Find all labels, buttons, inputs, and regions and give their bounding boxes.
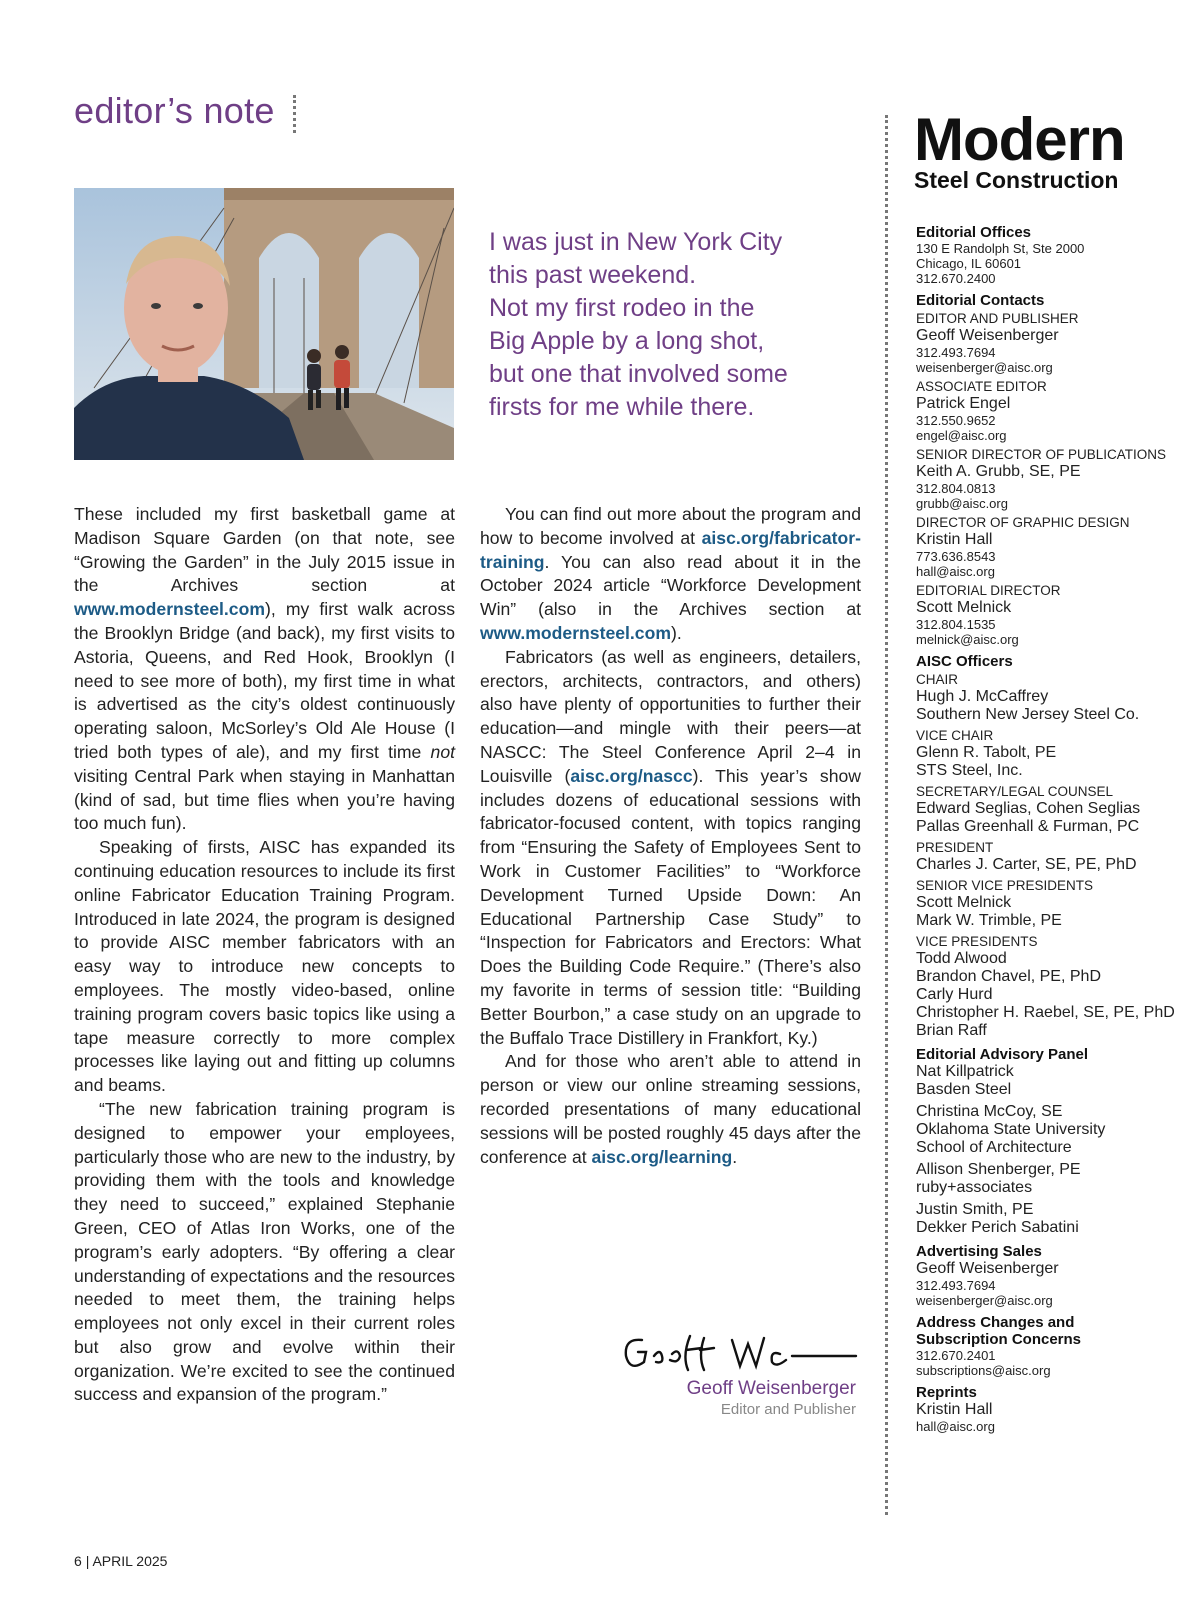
officer-name: Christopher H. Raebel, SE, PE, PhD: [916, 1004, 1175, 1021]
contact: [916, 379, 1196, 443]
contact-name: Keith A. Grubb, SE, PE: [916, 463, 1081, 480]
subscriptions: [916, 1314, 1196, 1378]
contact-role: EDITORIAL DIRECTOR: [916, 583, 1061, 598]
officer-name: Hugh J. McCaffrey: [916, 688, 1049, 705]
contact-email[interactable]: subscriptions@aisc.org: [916, 1363, 1051, 1378]
masthead-divider: [885, 115, 888, 1515]
contact-email[interactable]: hall@aisc.org: [916, 1419, 995, 1434]
contact-name: Geoff Weisenberger: [916, 1260, 1059, 1277]
contact-email[interactable]: weisenberger@aisc.org: [916, 360, 1053, 375]
editorial-contacts: [916, 292, 1196, 647]
editor-photo: [74, 188, 454, 460]
contact-name: Kristin Hall: [916, 1401, 993, 1418]
nascc-link[interactable]: aisc.org/nascc: [570, 765, 693, 786]
fabricator-training-link[interactable]: aisc.org/fabricator-training: [480, 527, 861, 572]
officer: [916, 934, 1196, 1040]
paragraph: [480, 503, 861, 646]
text: You can find out more about the program and how to become involved at: [480, 504, 861, 548]
pull-quote-line: Not my first rodeo in the: [489, 294, 755, 322]
section-heading: Editorial Offices: [916, 224, 1032, 241]
contact-phone: 773.636.8543: [916, 549, 996, 564]
section-heading: Address Changes and: [916, 1314, 1075, 1331]
contact: [916, 583, 1196, 647]
officer-name: Glenn R. Tabolt, PE: [916, 744, 1057, 761]
panel-member: [916, 1161, 1196, 1197]
body-column-2: [480, 503, 861, 1169]
panel-member-org: School of Architecture: [916, 1139, 1072, 1156]
officer-role: CHAIR: [916, 672, 959, 687]
officer: [916, 728, 1196, 780]
signature-name: Geoff Weisenberger: [686, 1378, 856, 1399]
panel-member: [916, 1063, 1196, 1099]
officer-name: Brandon Chavel, PE, PhD: [916, 968, 1101, 985]
pull-quote-line: Big Apple by a long shot,: [489, 327, 765, 355]
officer-role: SENIOR VICE PRESIDENTS: [916, 878, 1094, 893]
editorial-offices: [916, 224, 1196, 286]
section-heading: Advertising Sales: [916, 1243, 1042, 1260]
text: ).: [670, 622, 682, 643]
masthead: [916, 224, 1196, 1440]
officer-role: PRESIDENT: [916, 840, 994, 855]
contact-email[interactable]: engel@aisc.org: [916, 428, 1007, 443]
section-heading: AISC Officers: [916, 653, 1013, 670]
footer-separator: |: [85, 1553, 90, 1569]
reprints: [916, 1384, 1196, 1434]
paragraph: [480, 1050, 861, 1169]
magazine-logo: [914, 106, 1164, 193]
officer: [916, 840, 1196, 874]
contact-phone: 312.493.7694: [916, 1278, 996, 1293]
text: Fabricators (as well as engineers, detailers, erectors, architects, contractors, and others) also have plenty of opportunities to further their education—and mingle with their peers—at NASCC: The Steel Conference April 2–4 in Louisville (: [480, 646, 861, 786]
contact-phone: 312.550.9652: [916, 413, 996, 428]
contact-name: Kristin Hall: [916, 531, 993, 548]
officer-name: Carly Hurd: [916, 986, 993, 1003]
paragraph: “The new fabrication training program is designed to empower your employees, particularly those who are new to the industry, by providing them with the tools and knowledge they need to succeed,” explained Stephanie Green, CEO of Atlas Iron Works, one of the program’s early adopters. “By offering a clear understanding of expectations and the resources needed to meet them, the training helps employees not only excel in their current roles but also grow and evolve within their organization. We’re excited to see the continued success and expansion of the program.”: [74, 1098, 455, 1405]
contact-phone: 312.804.0813: [916, 481, 996, 496]
contact-phone: 312.670.2401: [916, 1348, 996, 1363]
pull-quote-line: firsts for me while there.: [489, 393, 755, 421]
officer-name: Todd Alwood: [916, 950, 1007, 967]
panel-member: [916, 1103, 1196, 1157]
contact: [916, 447, 1196, 511]
officer: [916, 878, 1196, 930]
emphasis: not: [430, 741, 455, 762]
aisc-officers: [916, 653, 1196, 1040]
section-heading: Reprints: [916, 1384, 977, 1401]
contact-phone: 312.804.1535: [916, 617, 996, 632]
officer-name: Edward Seglias, Cohen Seglias: [916, 800, 1141, 817]
paragraph: [74, 503, 455, 836]
contact-name: Scott Melnick: [916, 599, 1012, 616]
panel-member-org: Basden Steel: [916, 1081, 1012, 1098]
pull-quote: [489, 226, 819, 424]
paragraph: Speaking of firsts, AISC has expanded its continuing education resources to include its first online Fabricator Education Training Program. Introduced in late 2024, the program is designed to provide AISC member fabricators with an easy way to introduce new concepts to employees. The mostly video-based, online training program covers basic topics like using a tape measure correctly to more complex processes like laying out and fitting up columns and beams.: [74, 837, 455, 1096]
contact-email[interactable]: weisenberger@aisc.org: [916, 1293, 1053, 1308]
address-line: 130 E Randolph St, Ste 2000: [916, 241, 1085, 256]
contact-name: Patrick Engel: [916, 395, 1011, 412]
contact-email[interactable]: melnick@aisc.org: [916, 632, 1019, 647]
section-heading: Subscription Concerns: [916, 1331, 1082, 1348]
page-footer: [74, 1553, 167, 1569]
officer-name: Brian Raff: [916, 1022, 987, 1039]
officer-role: VICE PRESIDENTS: [916, 934, 1038, 949]
officer: [916, 672, 1196, 724]
text: These included my first basketball game at Madison Square Garden (on that note, see “Growing the Garden” in the July 2015 issue in the Archives section at: [74, 504, 455, 596]
panel-member-name: Nat Killpatrick: [916, 1063, 1014, 1080]
logo-word: Modern: [914, 106, 1125, 173]
pull-quote-line: but one that involved some: [489, 360, 788, 388]
contact-email[interactable]: grubb@aisc.org: [916, 496, 1008, 511]
editorial-advisory-panel: [916, 1046, 1196, 1237]
advertising-sales: [916, 1243, 1196, 1308]
dotted-divider: [293, 95, 296, 133]
contact-role: ASSOCIATE EDITOR: [916, 379, 1047, 394]
contact-role: SENIOR DIRECTOR OF PUBLICATIONS: [916, 447, 1167, 462]
phone: 312.670.2400: [916, 271, 996, 286]
panel-member-name: Allison Shenberger, PE: [916, 1161, 1081, 1178]
officer-name: Charles J. Carter, SE, PE, PhD: [916, 856, 1137, 873]
text: .: [732, 1146, 738, 1167]
contact-phone: 312.493.7694: [916, 345, 996, 360]
contact-role: DIRECTOR OF GRAPHIC DESIGN: [916, 515, 1130, 530]
contact: [916, 311, 1196, 375]
text: And for those who aren’t able to attend in person or view our online streaming sessions, recorded presentations of many educational sessions will be posted roughly 45 days after the conference at: [480, 1051, 861, 1167]
section-heading: Editorial Contacts: [916, 292, 1045, 309]
pull-quote-line: this past weekend.: [489, 261, 697, 289]
signature-title: Editor and Publisher: [720, 1401, 856, 1418]
learning-link[interactable]: aisc.org/learning: [591, 1146, 733, 1167]
officer-name: Pallas Greenhall & Furman, PC: [916, 818, 1140, 835]
logo-subtitle: Steel Construction: [914, 167, 1119, 193]
contact-name: Geoff Weisenberger: [916, 327, 1059, 344]
modernsteel-link[interactable]: www.modernsteel.com: [480, 622, 671, 643]
body-column-1: [74, 503, 455, 1407]
officer-role: VICE CHAIR: [916, 728, 994, 743]
modernsteel-link[interactable]: www.modernsteel.com: [74, 599, 265, 620]
address-line: Chicago, IL 60601: [916, 256, 1022, 271]
contact-email[interactable]: hall@aisc.org: [916, 564, 995, 579]
issue-date: APRIL 2025: [92, 1553, 168, 1569]
pull-quote-line: I was just in New York City: [489, 228, 783, 256]
officer: [916, 784, 1196, 836]
panel-member: [916, 1201, 1196, 1237]
officer-name: Southern New Jersey Steel Co.: [916, 706, 1140, 723]
paragraph: [480, 646, 861, 1051]
section-heading: Editorial Advisory Panel: [916, 1046, 1088, 1063]
officer-role: SECRETARY/LEGAL COUNSEL: [916, 784, 1114, 799]
text: ). This year’s show includes dozens of educational sessions with fabricator-focused content, with topics ranging from “Ensuring the Safety of Employees Sent to Work in Customer Facilities” to “Workforce Development Turned Upside Down: An Educational Partnership Case Study” to “Inspection for Fabricators and Erectors: What Does the Building Code Require.” (There’s also my favorite in terms of session title: “Building Better Bourbon,” a case study on an upgrade to the Buffalo Trace Distillery in Frankfort, Ky.): [480, 765, 861, 1048]
handwritten-signature: [620, 1326, 860, 1378]
officer-name: Mark W. Trimble, PE: [916, 912, 1062, 929]
panel-member-org: Dekker Perich Sabatini: [916, 1219, 1079, 1236]
officer-name: STS Steel, Inc.: [916, 762, 1023, 779]
panel-member-name: Christina McCoy, SE: [916, 1103, 1063, 1120]
text: visiting Central Park when staying in Manhattan (kind of sad, but time flies when you’re having too much fun).: [74, 765, 455, 834]
panel-member-org: ruby+associates: [916, 1179, 1033, 1196]
page-number: 6: [74, 1553, 82, 1569]
panel-member-name: Justin Smith, PE: [916, 1201, 1034, 1218]
section-title: editor’s note: [74, 90, 275, 131]
panel-member-org: Oklahoma State University: [916, 1121, 1106, 1138]
contact-role: EDITOR AND PUBLISHER: [916, 311, 1079, 326]
contact: [916, 515, 1196, 579]
text: ), my first walk across the Brooklyn Bridge (and back), my first visits to Astoria, Queens, and Red Hook, Brooklyn (I need to see more of both), my first time in what is advertised as the city’s oldest continuously operating saloon, McSorley’s Old Ale House (I tried both types of ale), and my first time: [74, 599, 455, 762]
text: . You can also read about it in the October 2024 article “Workforce Development Win” (also in the Archives section at: [480, 551, 861, 620]
brooklyn-bridge-selfie-image: [74, 188, 454, 460]
officer-name: Scott Melnick: [916, 894, 1012, 911]
